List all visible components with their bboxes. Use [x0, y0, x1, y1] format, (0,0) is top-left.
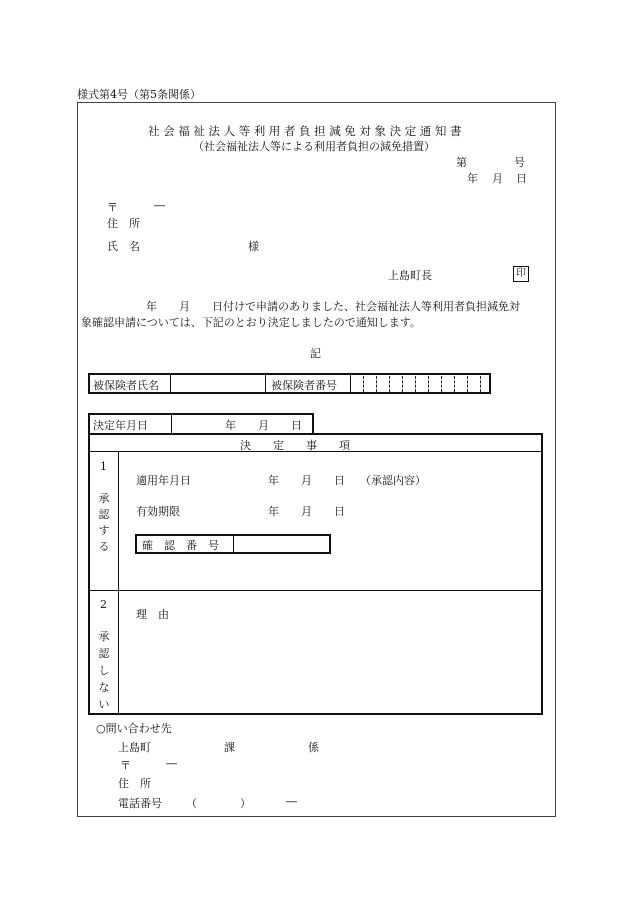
contact-postal-mark: 〒	[120, 759, 131, 772]
approval-content-label: （承認内容）	[360, 474, 426, 487]
insured-number-label: 被保険者番号	[271, 379, 337, 392]
body-line-2: 象確認申請については、下記のとおり決定しましたので通知します。	[81, 316, 421, 329]
date-month: 月	[492, 172, 503, 185]
document-subtitle: （社会福祉法人等による利用者負担の減免措置）	[193, 140, 435, 153]
contact-phone-label: 電話番号	[118, 797, 162, 810]
approve-label: 承認する	[98, 492, 110, 553]
contact-phone-dash: ―	[286, 795, 297, 808]
form-number: 様式第4号（第5条関係）	[77, 88, 201, 101]
date-day: 日	[516, 172, 527, 185]
approve-number: 1	[100, 460, 107, 473]
reject-label: 承認しない	[98, 630, 110, 711]
issuer-title: 上島町長	[388, 269, 432, 282]
reason-label: 理 由	[136, 608, 169, 621]
doc-number-go: 号	[514, 156, 525, 169]
apply-date-label: 適用年月日	[136, 474, 191, 487]
reject-number: 2	[100, 598, 107, 611]
recipient-postal-mark: 〒	[107, 201, 118, 214]
contact-phone-open: （	[186, 797, 197, 810]
date-year: 年	[467, 172, 478, 185]
contact-town: 上島町	[118, 741, 151, 754]
valid-period-label: 有効期限	[136, 505, 180, 518]
contact-phone-close: ）	[240, 797, 251, 810]
document-title: 社会福祉法人等利用者負担減免対象決定通知書	[148, 124, 466, 138]
insured-name-label: 被保険者氏名	[93, 379, 159, 392]
contact-heading: ○問い合わせ先	[96, 722, 172, 735]
recipient-name-label: 氏 名	[107, 240, 140, 253]
seal-mark	[513, 266, 529, 282]
recipient-address-label: 住 所	[107, 217, 140, 230]
recipient-sama: 様	[248, 240, 259, 253]
doc-number-dai: 第	[456, 156, 467, 169]
confirm-number-label: 確 認 番 号	[142, 539, 219, 552]
valid-period-value: 年 月 日	[268, 505, 345, 518]
recipient-postal-dash: ―	[154, 199, 165, 212]
seal-icon: 印	[513, 266, 529, 282]
contact-ka: 課	[224, 741, 235, 754]
contact-kakari: 係	[308, 741, 319, 754]
contact-address-label: 住 所	[118, 777, 151, 790]
apply-date-value: 年 月 日	[268, 474, 345, 487]
decision-header: 決 定 事 項	[240, 439, 350, 452]
decision-date-label: 決定年月日	[93, 419, 148, 432]
contact-postal-dash: ―	[166, 757, 177, 770]
decision-date-value: 年 月 日	[225, 419, 302, 432]
insured-number-field	[350, 375, 490, 393]
ki-label: 記	[310, 347, 321, 360]
body-line-1: 年 月 日付けで申請のありました、社会福祉法人等利用者負担減免対	[146, 300, 520, 313]
